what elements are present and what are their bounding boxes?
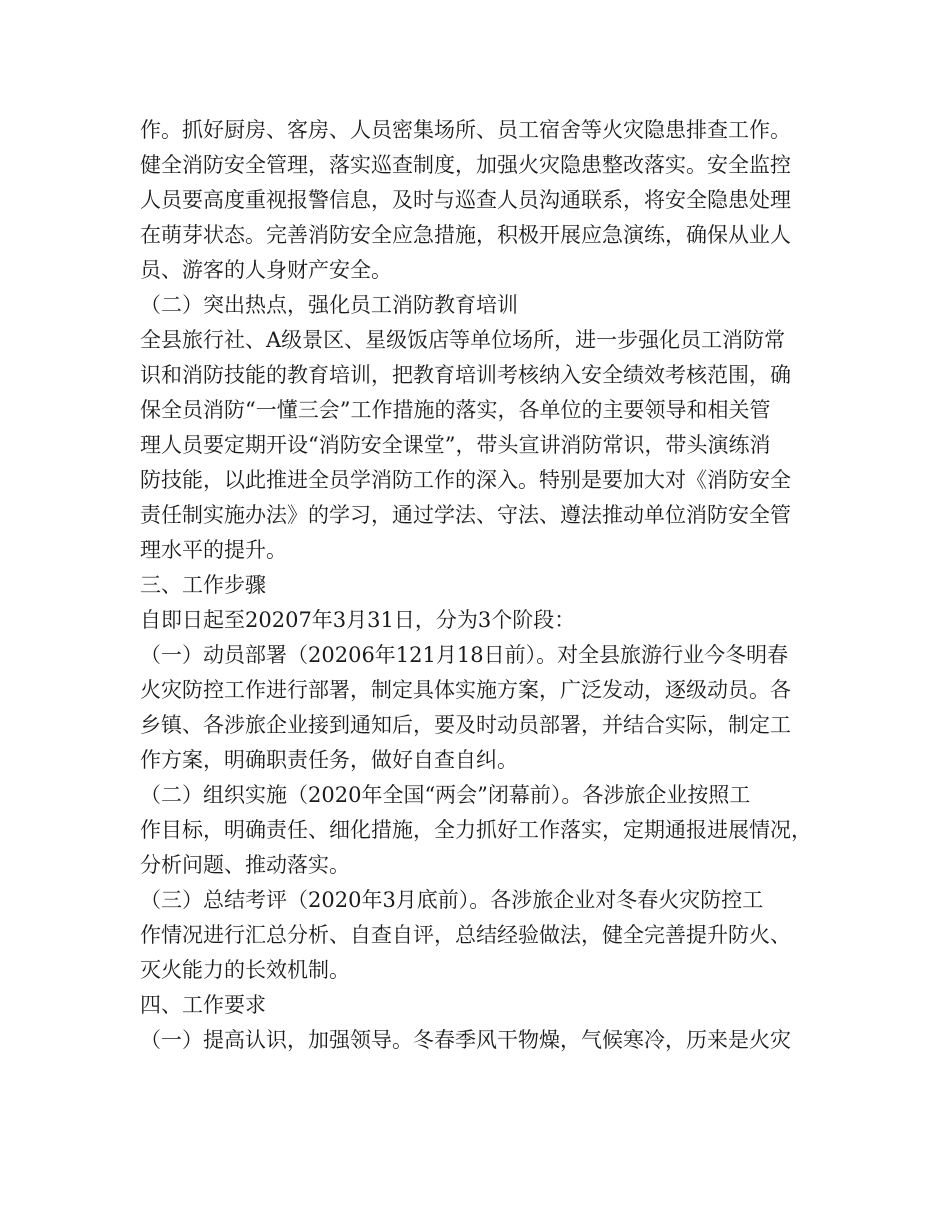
body-line: 作方案，明确职责任务，做好自查自纠。	[140, 748, 518, 772]
body-line: 全县旅行社、A级景区、星级饭店等单位场所，进一步强化员工消防常	[140, 328, 786, 352]
body-line: （二）组织实施（2020年全国“两会”闭幕前）。各涉旅企业按照工	[140, 783, 751, 807]
section-heading: （二）突出热点，强化员工消防教育培训	[140, 293, 518, 317]
body-line: 识和消防技能的教育培训，把教育培训考核纳入安全绩效考核范围，确	[140, 363, 791, 387]
body-line: （三）总结考评（2020年3月底前）。各涉旅企业对冬春火灾防控工	[140, 888, 764, 912]
body-line: 灭火能力的长效机制。	[140, 958, 350, 982]
body-line: （一）提高认识，加强领导。冬春季风干物燥，气候寒冷，历来是火灾	[140, 1028, 791, 1052]
body-line: 作情况进行汇总分析、自查自评，总结经验做法，健全完善提升防火、	[140, 923, 791, 947]
body-line: 理人员要定期开设“消防安全课堂”，带头宣讲消防常识，带头演练消	[140, 433, 771, 457]
body-line: 健全消防安全管理，落实巡查制度，加强火灾隐患整改落实。安全监控	[140, 153, 791, 177]
body-line: 火灾防控工作进行部署，制定具体实施方案，广泛发动，逐级动员。各	[140, 678, 791, 702]
body-line: 在萌芽状态。完善消防安全应急措施，积极开展应急演练，确保从业人	[140, 223, 791, 247]
body-line: 自即日起至20207年3月31日，分为3个阶段：	[140, 608, 576, 632]
body-line: 防技能，以此推进全员学消防工作的深入。特别是要加大对《消防安全	[140, 468, 791, 492]
body-line: 分析问题、推动落实。	[140, 853, 350, 877]
body-line: 作。抓好厨房、客房、人员密集场所、员工宿舍等火灾隐患排查工作。	[140, 118, 791, 142]
body-line: 保全员消防“一懂三会”工作措施的落实，各单位的主要领导和相关管	[140, 398, 771, 422]
body-line: 责任制实施办法》的学习，通过学法、守法、遵法推动单位消防安全管	[140, 503, 791, 527]
document-body	[140, 113, 830, 1058]
section-heading: 三、工作步骤	[140, 573, 266, 597]
body-line: 理水平的提升。	[140, 538, 287, 562]
section-heading: 四、工作要求	[140, 993, 266, 1017]
body-line: （一）动员部署（20206年121月18日前）。对全县旅游行业今冬明春	[140, 643, 789, 667]
body-line: 作目标，明确责任、细化措施，全力抓好工作落实，定期通报进展情况，	[140, 818, 812, 842]
body-line: 员、游客的人身财产安全。	[140, 258, 392, 282]
body-line: 人员要高度重视报警信息，及时与巡查人员沟通联系，将安全隐患处理	[140, 188, 791, 212]
body-line: 乡镇、各涉旅企业接到通知后，要及时动员部署，并结合实际，制定工	[140, 713, 791, 737]
